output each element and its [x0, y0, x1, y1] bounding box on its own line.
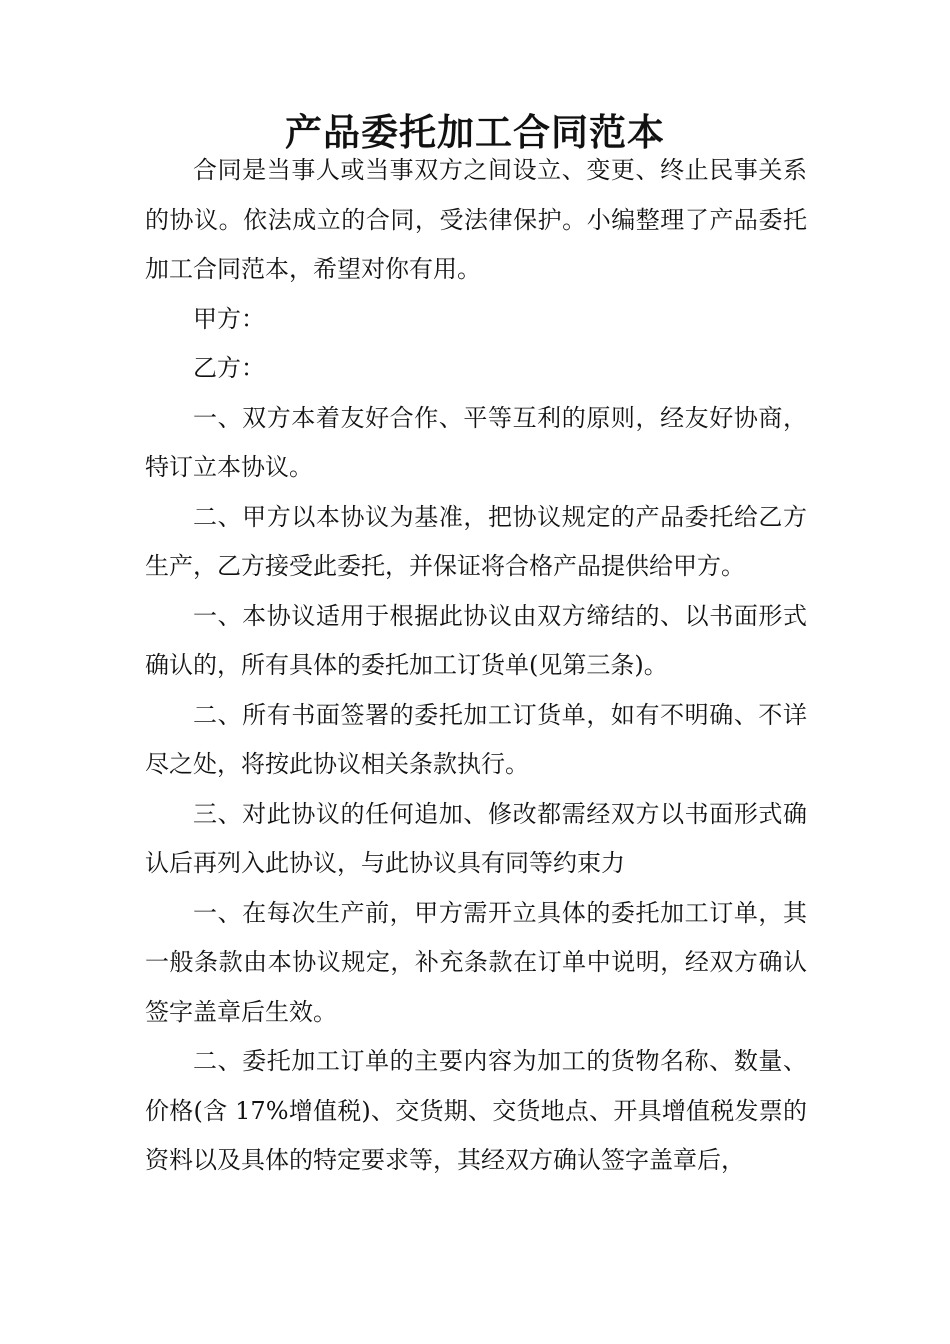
- paragraph-clause: 一、在每次生产前，甲方需开立具体的委托加工订单，其一般条款由本协议规定，补充条款在订单中说明，经双方确认签字盖章后生效。: [145, 898, 807, 1026]
- document-body: [145, 146, 807, 1186]
- paragraph-party-a: 甲方：: [193, 304, 265, 333]
- paragraph-intro: 合同是当事人或当事双方之间设立、变更、终止民事关系的协议。依法成立的合同，受法律保护。小编整理了产品委托加工合同范本，希望对你有用。: [145, 156, 807, 283]
- paragraph-clause: 二、所有书面签署的委托加工订货单，如有不明确、不详尽之处，将按此协议相关条款执行。: [145, 700, 807, 778]
- paragraph-clause: 一、双方本着友好合作、平等互利的原则，经友好协商，特订立本协议。: [145, 403, 807, 481]
- paragraph-clause: 一、本协议适用于根据此协议由双方缔结的、以书面形式确认的，所有具体的委托加工订货单(见第三条)。: [145, 601, 807, 679]
- paragraph-clause: 三、对此协议的任何追加、修改都需经双方以书面形式确认后再列入此协议，与此协议具有同等约束力: [145, 799, 807, 877]
- document-title: 产品委托加工合同范本: [285, 109, 665, 154]
- paragraph-party-b: 乙方：: [193, 354, 265, 382]
- paragraph-clause: 二、委托加工订单的主要内容为加工的货物名称、数量、价格(含 17%增值税)、交货期、交货地点、开具增值税发票的资料以及具体的特定要求等，其经双方确认签字盖章后，: [145, 1047, 807, 1174]
- paragraph-clause: 二、甲方以本协议为基准，把协议规定的产品委托给乙方生产，乙方接受此委托，并保证将合格产品提供给甲方。: [145, 502, 807, 580]
